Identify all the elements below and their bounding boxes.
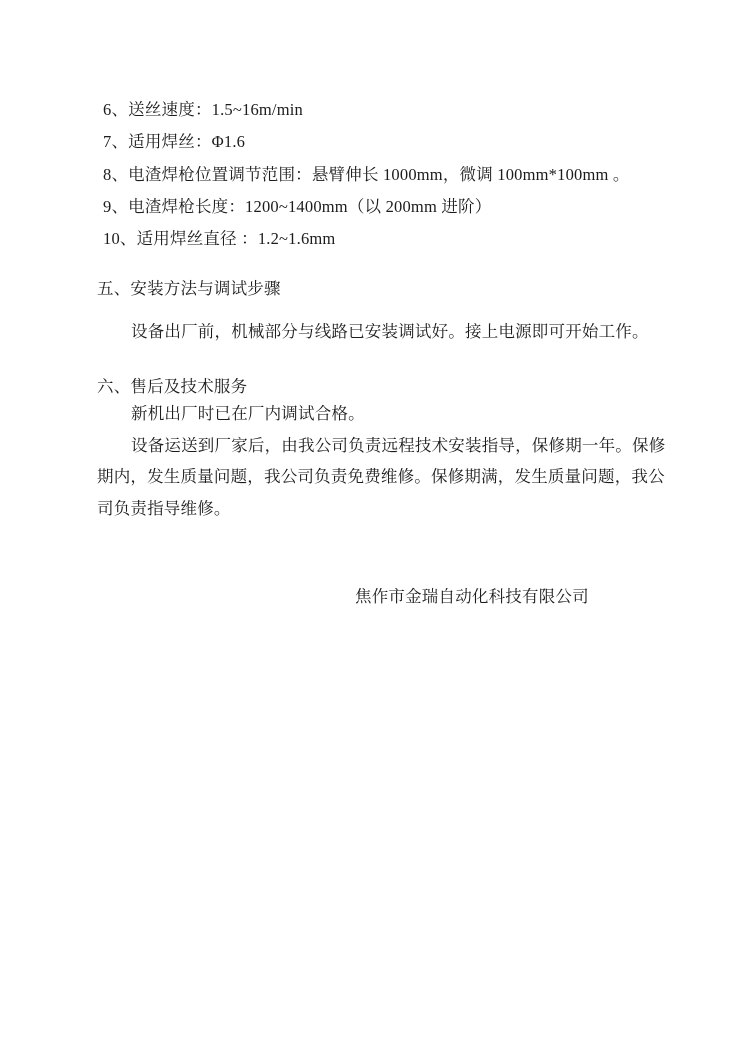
spec-item-9: 9、电渣焊枪长度：1200~1400mm（以 200mm 进阶） [103,197,492,216]
spec-item-6: 6、送丝速度：1.5~16m/min [103,100,303,119]
spec-item-7: 7、适用焊丝：Φ1.6 [103,132,246,151]
service-paragraph-line: 司负责指导维修。 [97,499,231,518]
section-service-heading: 六、售后及技术服务 [97,377,248,396]
spec-item-8: 8、电渣焊枪位置调节范围：悬臂伸长 1000mm，微调 100mm*100mm 。 [103,165,630,184]
company-signature: 焦作市金瑞自动化科技有限公司 [355,587,589,606]
service-paragraph-line: 期内，发生质量问题，我公司负责免费维修。保修期满，发生质量问题，我公 [97,467,665,486]
spec-item-10: 10、适用焊丝直径 ：1.2~1.6mm [103,229,336,248]
section-install-body: 设备出厂前，机械部分与线路已安装调试好。接上电源即可开始工作。 [131,322,649,341]
section-install-heading: 五、安装方法与调试步骤 [97,279,281,298]
section-service-intro: 新机出厂时已在厂内调试合格。 [131,404,365,423]
service-paragraph-line: 设备运送到厂家后，由我公司负责远程技术安装指导，保修期一年。保修 [131,436,666,455]
